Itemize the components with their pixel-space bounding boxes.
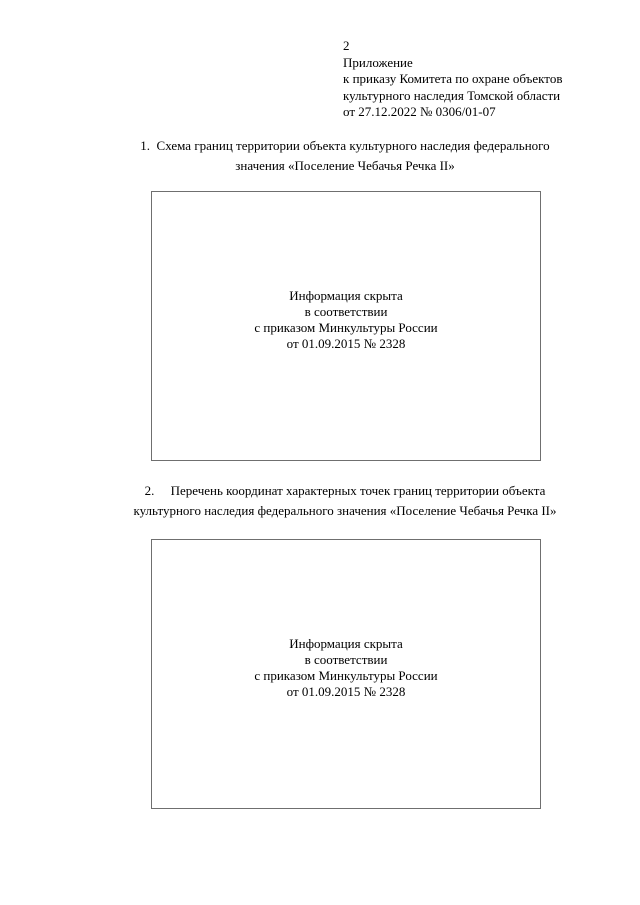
section-2-heading-line-1 <box>100 481 590 501</box>
appendix-line-3: от 27.12.2022 № 0306/01-07 <box>343 104 496 119</box>
section-2-coordinates-frame <box>151 539 541 809</box>
section-1-heading <box>100 136 590 176</box>
notice-line-1: Информация скрыта <box>289 636 403 651</box>
appendix-line-2: культурного наследия Томской области <box>343 87 561 103</box>
notice-line-3: с приказом Минкультуры России <box>254 320 438 335</box>
section-1-scheme-frame <box>151 191 541 461</box>
section-1-heading-line-2: значения «Поселение Чебачья Речка II» <box>235 158 455 173</box>
notice-line-4: от 01.09.2015 № 2328 <box>286 336 406 351</box>
section-2-number: 2. <box>144 483 155 498</box>
appendix-title: Приложение <box>343 54 413 70</box>
section-2-title-1: Перечень координат характерных точек границ территории объекта <box>170 483 546 498</box>
section-1-number: 1. <box>140 138 151 153</box>
section-1-heading-line-1 <box>100 136 590 156</box>
notice-line-2: в соответствии <box>304 652 388 667</box>
appendix-line-1: к приказу Комитета по охране объектов <box>343 71 563 86</box>
notice-line-3: с приказом Минкультуры России <box>254 668 438 683</box>
section-2-heading-line-2: культурного наследия федерального значения «Поселение Чебачья Речка II» <box>133 503 557 518</box>
notice-line-1: Информация скрыта <box>289 288 403 303</box>
notice-line-2: в соответствии <box>304 304 388 319</box>
section-2-heading <box>100 481 590 521</box>
appendix-header <box>343 38 562 121</box>
notice-line-4: от 01.09.2015 № 2328 <box>286 684 406 699</box>
section-2-hidden-notice <box>152 636 540 700</box>
section-1-title-1: Схема границ территории объекта культурного наследия федерального <box>156 138 550 153</box>
section-1-hidden-notice <box>152 288 540 352</box>
page-number: 2 <box>343 38 350 53</box>
